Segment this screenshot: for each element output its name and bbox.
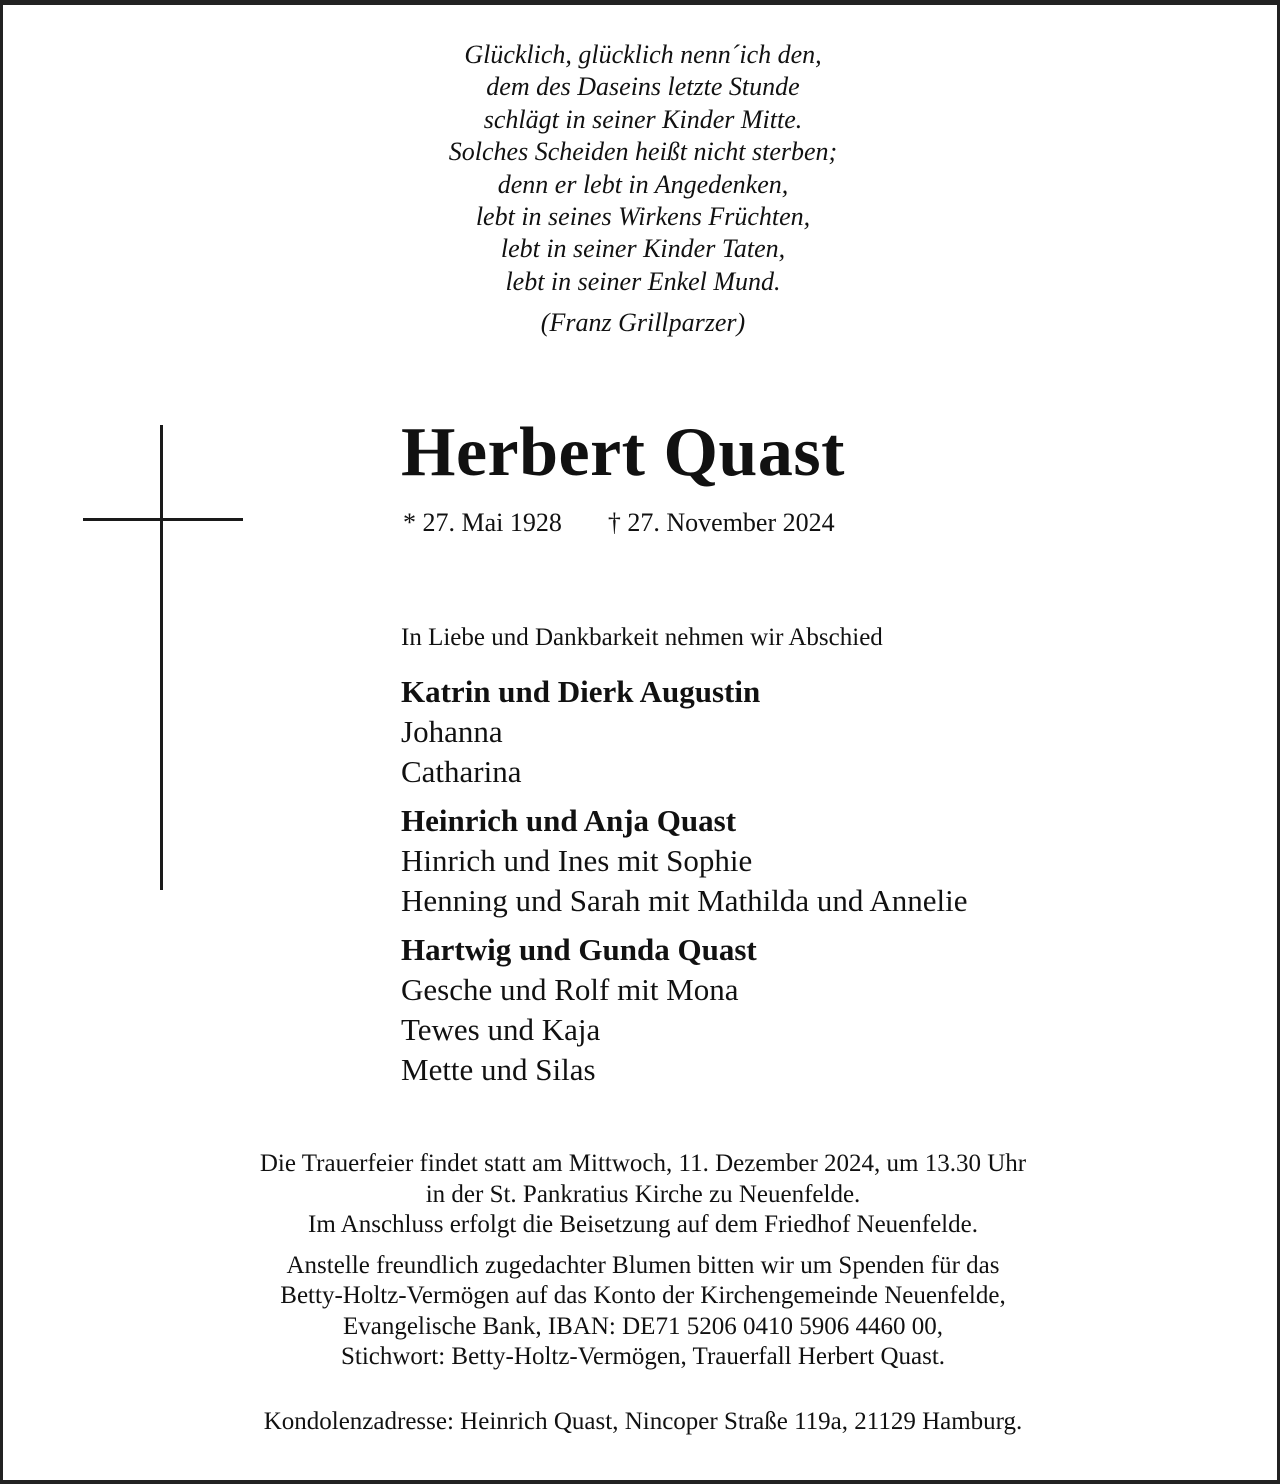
funeral-line: in der St. Pankratius Kirche zu Neuenfelde.	[425, 1180, 861, 1208]
family-group	[401, 930, 968, 1090]
funeral-line: Die Trauerfeier findet statt am Mittwoch, 11. Dezember 2024, um 13.30 Uhr	[259, 1150, 1027, 1177]
donation-line: Betty-Holtz-Vermögen auf das Konto der Kirchengemeinde Neuenfelde,	[280, 1282, 1006, 1309]
donation-line: Anstelle freundlich zugedachter Blumen bitten wir um Spenden für das	[286, 1251, 1000, 1279]
poem-line: lebt in seines Wirkens Früchten,	[475, 202, 811, 232]
birth-date: * 27. Mai 1928	[403, 508, 562, 537]
notice-footer	[3, 1149, 1280, 1437]
condolence-address: Kondolenzadresse: Heinrich Quast, Nincoper Straße 119a, 21129 Hamburg.	[263, 1407, 1023, 1435]
death-date: † 27. November 2024	[607, 508, 835, 537]
family-member: Tewes und Kaja	[401, 1012, 601, 1047]
family-list	[401, 672, 968, 1099]
family-group-head: Hartwig und Gunda Quast	[401, 932, 757, 967]
cross-icon-vertical	[160, 425, 163, 890]
life-dates	[403, 507, 835, 539]
spacer	[3, 1241, 1280, 1251]
poem-line: dem des Daseins letzte Stunde	[486, 72, 800, 102]
farewell-intro: In Liebe und Dankbarkeit nehmen wir Abschied	[401, 624, 883, 651]
poem-line: denn er lebt in Angedenken,	[497, 169, 789, 199]
spacer	[3, 1373, 1280, 1407]
deceased-name: Herbert Quast	[401, 414, 845, 491]
family-group	[401, 672, 968, 792]
family-group-head: Heinrich und Anja Quast	[401, 803, 737, 838]
family-member: Catharina	[401, 754, 522, 789]
funeral-line: Im Anschluss erfolgt die Beisetzung auf dem Friedhof Neuenfelde.	[308, 1211, 978, 1238]
family-member: Mette und Silas	[401, 1052, 596, 1087]
poem	[3, 39, 1280, 340]
family-member: Hinrich und Ines mit Sophie	[401, 843, 753, 878]
poem-author: (Franz Grillparzer)	[540, 308, 746, 338]
poem-line: lebt in seiner Enkel Mund.	[505, 266, 781, 296]
poem-line: schlägt in seiner Kinder Mitte.	[483, 104, 803, 134]
poem-line: Solches Scheiden heißt nicht sterben;	[448, 137, 838, 167]
cross-icon-horizontal	[83, 518, 243, 521]
family-member: Gesche und Rolf mit Mona	[401, 972, 739, 1007]
family-group	[401, 801, 968, 921]
poem-line: lebt in seiner Kinder Taten,	[500, 234, 786, 264]
family-group-head: Katrin und Dierk Augustin	[401, 674, 761, 709]
donation-line: Evangelische Bank, IBAN: DE71 5206 0410 5906 4460 00,	[343, 1312, 943, 1340]
family-member: Henning und Sarah mit Mathilda und Annelie	[401, 883, 968, 918]
family-member: Johanna	[401, 714, 503, 749]
donation-line: Stichwort: Betty-Holtz-Vermögen, Trauerfall Herbert Quast.	[340, 1343, 946, 1370]
poem-line: Glücklich, glücklich nenn´ich den,	[464, 40, 822, 69]
